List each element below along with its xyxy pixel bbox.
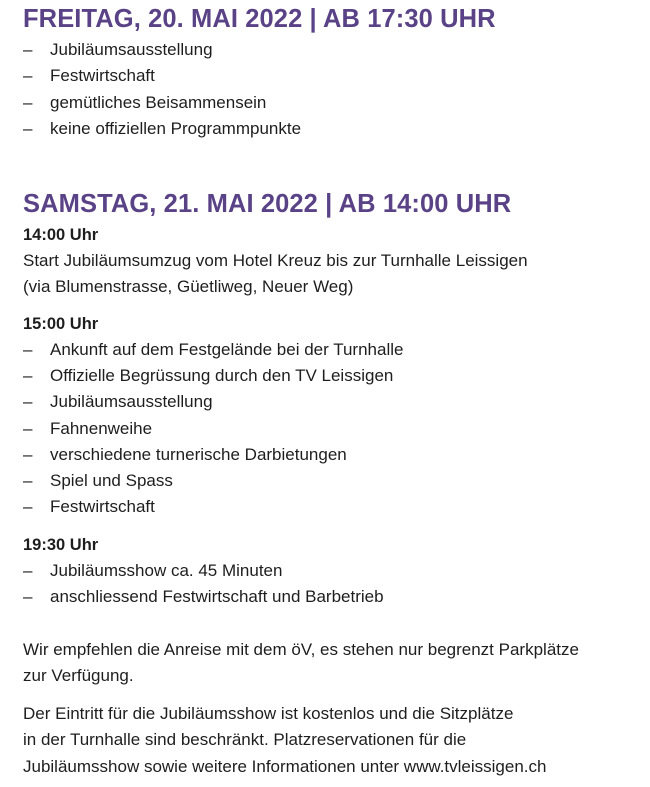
saturday-item: – Spiel und Spass xyxy=(23,471,173,490)
parade-route: (via Blumenstrasse, Güetliweg, Neuer Weg) xyxy=(23,277,354,296)
admission-note-line: in der Turnhalle sind beschränkt. Platzreservationen für die xyxy=(23,730,467,749)
friday-item: – Festwirtschaft xyxy=(23,66,155,85)
saturday-item: – anschliessend Festwirtschaft und Barbetrieb xyxy=(23,587,384,606)
saturday-item: – Ankunft auf dem Festgelände bei der Turnhalle xyxy=(23,340,404,359)
friday-heading: FREITAG, 20. MAI 2022 | AB 17:30 UHR xyxy=(23,5,496,33)
saturday-heading: SAMSTAG, 21. MAI 2022 | AB 14:00 UHR xyxy=(23,190,512,218)
saturday-item: – verschiedene turnerische Darbietungen xyxy=(23,445,347,464)
travel-note-line: Wir empfehlen die Anreise mit dem öV, es stehen nur begrenzt Parkplätze xyxy=(23,640,579,659)
saturday-item: – Fahnenweihe xyxy=(23,419,153,438)
saturday-item: – Jubiläumsshow ca. 45 Minuten xyxy=(23,561,283,580)
parade-line: Start Jubiläumsumzug vom Hotel Kreuz bis zur Turnhalle Leissigen xyxy=(23,251,528,270)
travel-note-line: zur Verfügung. xyxy=(23,666,134,685)
saturday-item: – Offizielle Begrüssung durch den TV Leissigen xyxy=(23,366,394,385)
admission-note-line: Der Eintritt für die Jubiläumsshow ist kostenlos und die Sitzplätze xyxy=(23,704,514,723)
time-1500: 15:00 Uhr xyxy=(23,315,99,333)
admission-note-line: Jubiläumsshow sowie weitere Informationen unter www.tvleissigen.ch xyxy=(23,757,547,776)
saturday-item: – Jubiläumsausstellung xyxy=(23,392,213,411)
saturday-item: – Festwirtschaft xyxy=(23,497,155,516)
time-1930: 19:30 Uhr xyxy=(23,536,99,554)
friday-item: – gemütliches Beisammensein xyxy=(23,93,267,112)
friday-item: – keine offiziellen Programmpunkte xyxy=(23,119,302,138)
time-1400: 14:00 Uhr xyxy=(23,226,99,244)
friday-item: – Jubiläumsausstellung xyxy=(23,40,213,59)
